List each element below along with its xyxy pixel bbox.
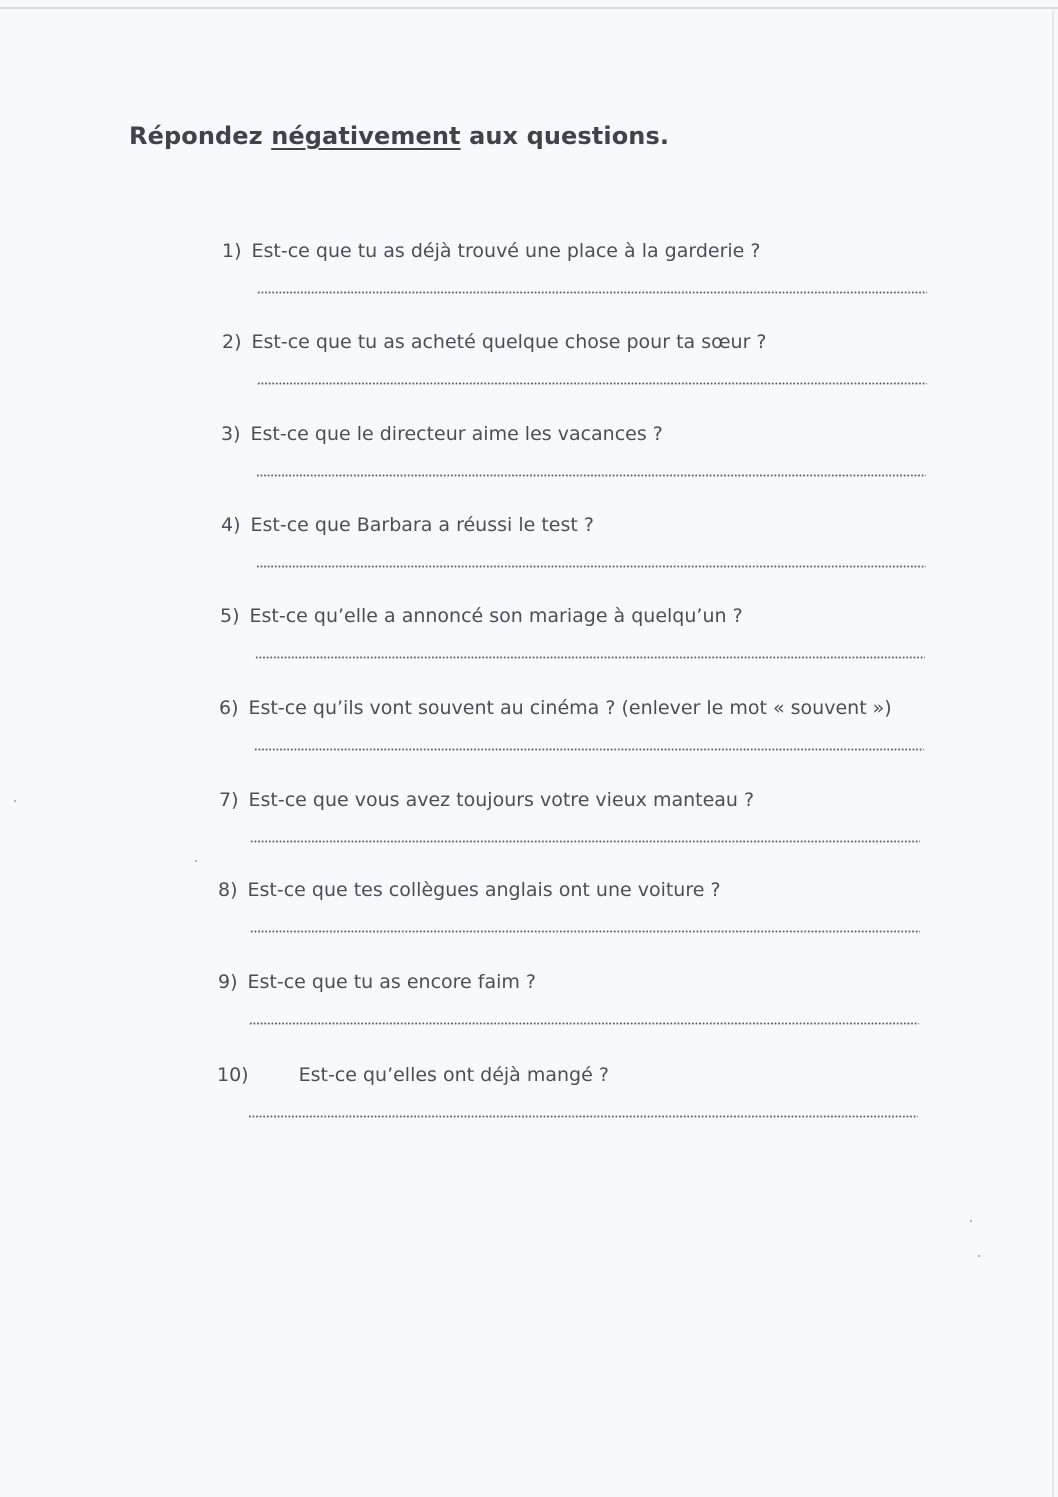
question-text: Est-ce que tu as acheté quelque chose pour ta sœur ? — [251, 331, 767, 353]
question-number: 5) — [220, 605, 240, 627]
question-4 — [221, 514, 941, 606]
question-number: 2) — [222, 331, 242, 353]
question-9 — [218, 971, 938, 1063]
question-text: Est-ce que tu as déjà trouvé une place à la garderie ? — [251, 240, 761, 262]
question-number: 3) — [221, 423, 241, 445]
answer-line[interactable] — [256, 474, 926, 477]
title-after: aux questions. — [460, 122, 670, 150]
answer-line[interactable] — [257, 382, 927, 385]
title-before: Répondez — [129, 122, 272, 150]
question-number: 7) — [219, 789, 239, 811]
question-text: Est-ce que tu as encore faim ? — [247, 971, 537, 993]
question-number: 4) — [221, 514, 241, 536]
answer-line[interactable] — [249, 1022, 919, 1025]
title-underlined-word: négativement — [271, 122, 461, 150]
question-text: Est-ce que le directeur aime les vacances ? — [250, 423, 663, 445]
page-title — [129, 122, 669, 150]
question-number: 6) — [219, 697, 239, 719]
question-text: Est-ce qu’elles ont déjà mangé ? — [298, 1064, 609, 1086]
answer-line[interactable] — [254, 748, 924, 751]
scan-speck — [978, 1255, 980, 1257]
scan-speck — [195, 860, 197, 862]
answer-line[interactable] — [255, 656, 925, 659]
question-number: 1) — [222, 240, 242, 262]
question-1 — [222, 240, 942, 332]
answer-line[interactable] — [250, 930, 920, 933]
question-text: Est-ce que tes collègues anglais ont une voiture ? — [247, 879, 721, 901]
answer-line[interactable] — [250, 840, 920, 843]
question-5 — [220, 605, 940, 697]
question-number: 10) — [217, 1064, 249, 1086]
scan-right-edge — [1052, 10, 1054, 1497]
question-2 — [222, 331, 942, 423]
question-6 — [219, 697, 939, 789]
question-10 — [217, 1064, 937, 1156]
answer-line[interactable] — [248, 1115, 918, 1118]
question-text: Est-ce que Barbara a réussi le test ? — [250, 514, 594, 536]
answer-line[interactable] — [257, 291, 927, 294]
question-3 — [221, 423, 941, 515]
question-number: 9) — [218, 971, 238, 993]
question-number: 8) — [218, 879, 238, 901]
question-7 — [219, 789, 939, 881]
question-text: Est-ce qu’ils vont souvent au cinéma ? (enlever le mot « souvent ») — [248, 697, 892, 719]
answer-line[interactable] — [256, 565, 926, 568]
question-8 — [218, 879, 938, 971]
scan-top-edge — [0, 7, 1058, 9]
scan-speck — [970, 1220, 972, 1222]
question-text: Est-ce que vous avez toujours votre vieux manteau ? — [248, 789, 755, 811]
scan-speck — [14, 800, 16, 802]
question-text: Est-ce qu’elle a annoncé son mariage à quelqu’un ? — [249, 605, 743, 627]
